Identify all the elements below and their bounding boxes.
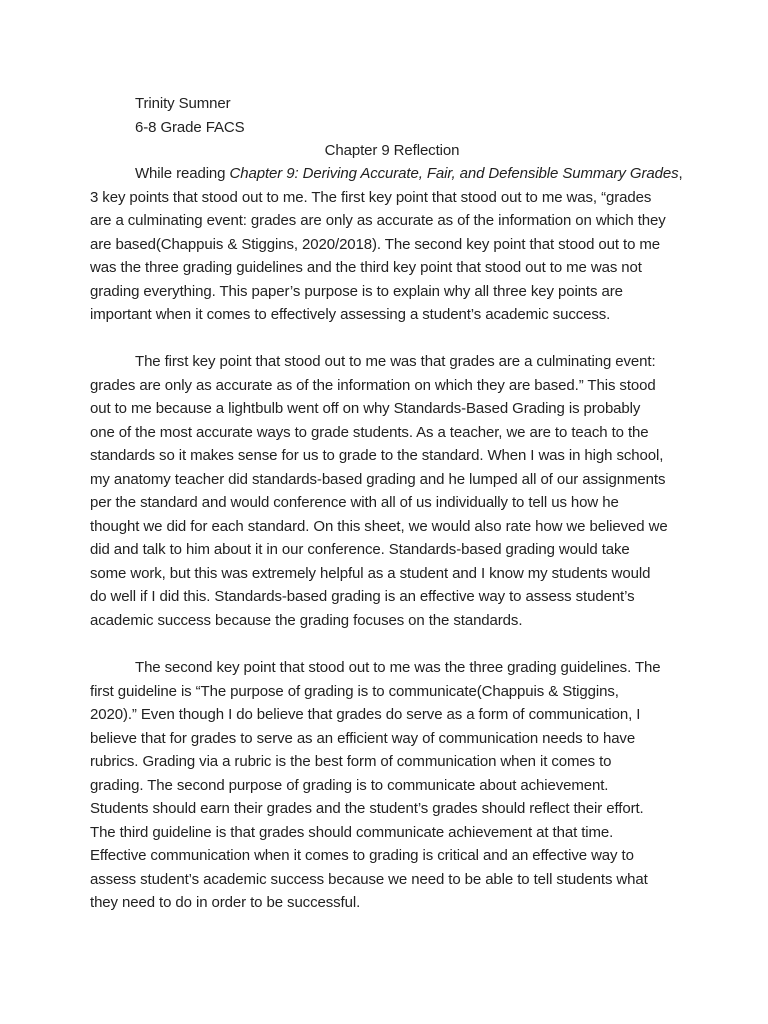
paragraph-1: [90, 162, 685, 327]
paragraph-line: standards so it makes sense for us to grade to the standard. When I was in high school,: [90, 447, 664, 465]
paragraph-line: 3 key points that stood out to me. The first key point that stood out to me was, “grades: [90, 188, 652, 206]
paragraph-line: The third guideline is that grades should communicate achievement at that time.: [90, 823, 614, 841]
paragraph-line: do well if I did this. Standards-based grading is an effective way to assess student’s: [90, 588, 635, 606]
paragraph-2: [90, 350, 685, 633]
document-title: Chapter 9 Reflection: [324, 142, 460, 159]
paragraph-line: While reading Chapter 9: Deriving Accurate, Fair, and Defensible Summary Grades,: [135, 165, 683, 182]
paragraph-line: are based(Chappuis & Stiggins, 2020/2018). The second key point that stood out to me: [90, 235, 661, 253]
paragraph-line: one of the most accurate ways to grade students. As a teacher, we are to teach to the: [90, 423, 649, 441]
paragraph-line: did and talk to him about it in our conference. Standards-based grading would take: [90, 541, 630, 559]
course-name: 6-8 Grade FACS: [135, 119, 245, 136]
paragraph-line: Students should earn their grades and the student’s grades should reflect their effort.: [90, 800, 644, 818]
paragraph-line: important when it comes to effectively assessing a student’s academic success.: [90, 306, 611, 324]
paragraph-line: out to me because a lightbulb went off on why Standards-Based Grading is probably: [90, 400, 641, 418]
paragraph-line: rubrics. Grading via a rubric is the best form of communication when it comes to: [90, 753, 612, 771]
paragraph-line: are a culminating event: grades are only as accurate as of the information on which they: [90, 212, 666, 230]
paragraph-line: believe that for grades to serve as an efficient way of communication needs to have: [90, 729, 636, 747]
paragraph-line: grading. The second purpose of grading is to communicate about achievement.: [90, 776, 609, 794]
paragraph-line: The first key point that stood out to me was that grades are a culminating event:: [135, 353, 656, 370]
paragraph-3: [90, 656, 685, 915]
paragraph-line: assess student’s academic success because we need to be able to tell students what: [90, 870, 648, 888]
paragraph-line: grading everything. This paper’s purpose is to explain why all three key points are: [90, 282, 623, 300]
paragraph-line: The second key point that stood out to me was the three grading guidelines. The: [135, 659, 661, 676]
paragraph-line: academic success because the grading focuses on the standards.: [90, 612, 523, 630]
paragraph-line: first guideline is “The purpose of grading is to communicate(Chappuis & Stiggins,: [90, 682, 619, 700]
book-title: Chapter 9: Deriving Accurate, Fair, and Defensible Summary Grades: [229, 165, 679, 182]
paragraph-line: thought we did for each standard. On this sheet, we would also rate how we believed we: [90, 517, 668, 535]
paragraph-line: Effective communication when it comes to grading is critical and an effective way to: [90, 847, 634, 865]
paragraph-line: they need to do in order to be successful.: [90, 894, 361, 912]
paragraph-line: 2020).” Even though I do believe that grades do serve as a form of communication, I: [90, 706, 641, 724]
paragraph-line: my anatomy teacher did standards-based grading and he lumped all of our assignments: [90, 470, 666, 488]
paragraph-line: per the standard and would conference with all of us individually to tell us how he: [90, 494, 619, 512]
paragraph-line: some work, but this was extremely helpful as a student and I know my students would: [90, 564, 651, 582]
paragraph-line: grades are only as accurate as of the information on which they are based.” This stood: [90, 376, 656, 394]
author-name: Trinity Sumner: [135, 95, 231, 112]
paragraph-line: was the three grading guidelines and the third key point that stood out to me was not: [90, 259, 642, 277]
